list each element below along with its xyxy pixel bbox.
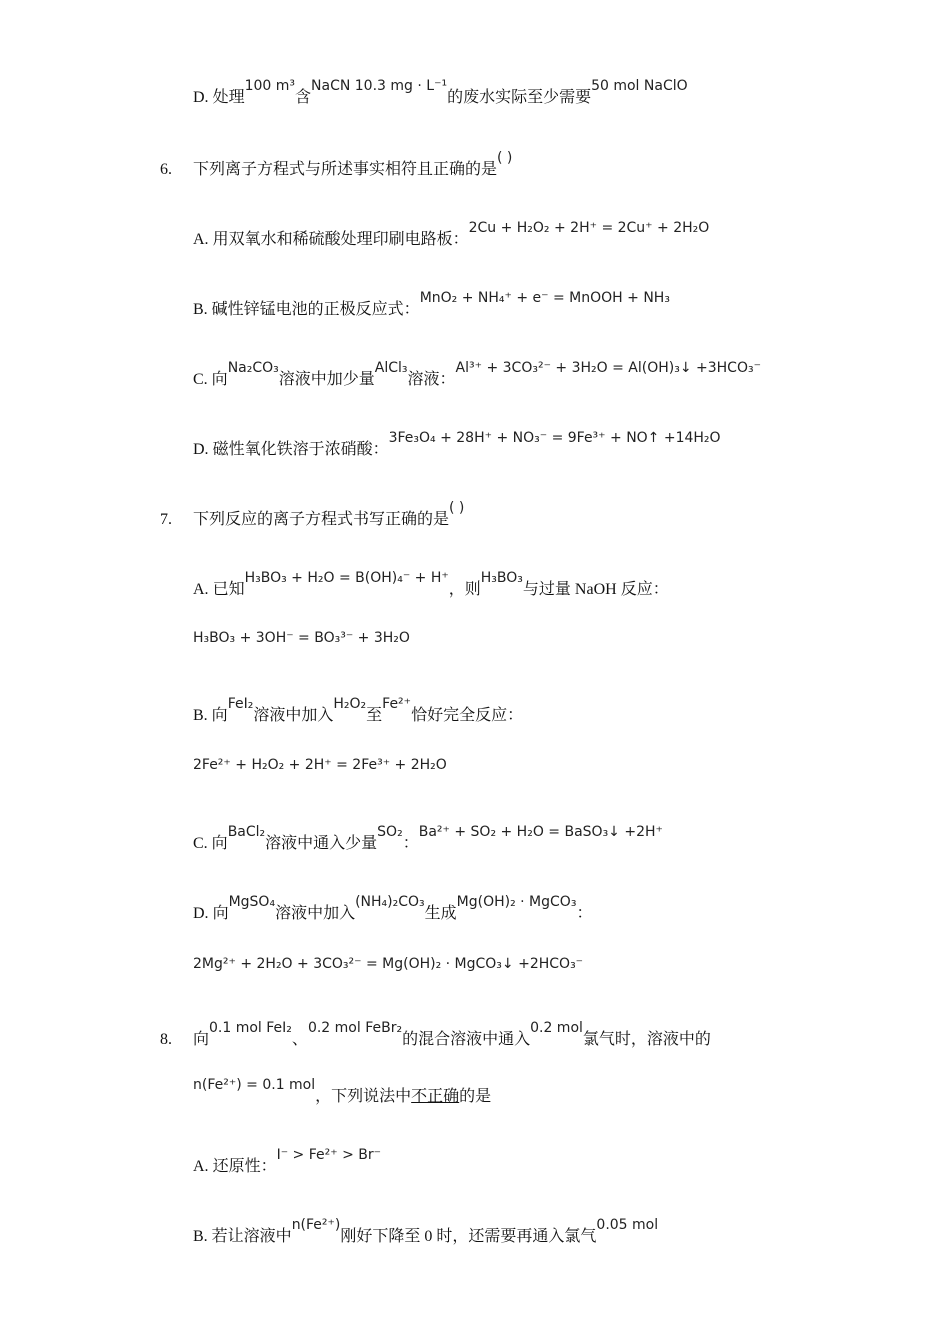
- q6-option-a: [193, 220, 710, 250]
- formula: H₃BO₃ + 3OH⁻ = BO₃³⁻ + 3H₂O: [193, 630, 410, 646]
- formula: MgSO₄: [228, 894, 276, 910]
- answer-paren: ( ): [449, 500, 465, 516]
- q7-option-c: [193, 824, 663, 854]
- option-text: 还原性：: [212, 1158, 277, 1175]
- question-stem: [193, 1020, 711, 1050]
- option-text: 已知: [212, 581, 245, 598]
- option-text: 磁性氧化铁溶于浓硝酸：: [212, 441, 389, 458]
- formula: SO₂: [377, 824, 403, 840]
- option-text: 溶液：: [407, 371, 456, 388]
- equation-line: [193, 954, 583, 974]
- stem-text: 、: [291, 1031, 308, 1048]
- option-text: 生成: [424, 905, 457, 922]
- option-label: B.: [193, 707, 208, 724]
- stem-text: 氯气时，溶液中的: [582, 1031, 711, 1048]
- q7-option-d: [193, 894, 593, 924]
- option-text: 向: [211, 371, 228, 388]
- option-text: 碱性锌锰电池的正极反应式：: [211, 301, 420, 318]
- option-label: B.: [193, 1228, 208, 1245]
- stem-text: ，下列说法中: [315, 1088, 412, 1105]
- option-text: 处理: [212, 89, 245, 106]
- option-label: A.: [193, 231, 209, 248]
- q6-option-b: [193, 290, 670, 320]
- formula: 0.2 mol FeBr₂: [307, 1020, 403, 1036]
- option-label: C.: [193, 371, 208, 388]
- option-text: 溶液中通入少量: [265, 835, 378, 852]
- q6-option-d: [193, 430, 721, 460]
- formula: BaCl₂: [227, 824, 266, 840]
- formula: H₃BO₃: [480, 570, 523, 586]
- option-label: A.: [193, 1158, 209, 1175]
- option-text: 向: [211, 835, 228, 852]
- option-text: 向: [211, 707, 228, 724]
- option-text: 至: [366, 707, 383, 724]
- option-label: D.: [193, 441, 209, 458]
- formula: Mg(OH)₂ · MgCO₃: [456, 894, 577, 910]
- q7-option-a: [193, 570, 669, 600]
- option-text: 向: [212, 905, 229, 922]
- formula: FeI₂: [227, 696, 254, 712]
- stem-text: 向: [193, 1031, 210, 1048]
- formula: Ba²⁺ + SO₂ + H₂O = BaSO₃↓ +2H⁺: [418, 824, 663, 840]
- q8-option-b: [193, 1217, 659, 1247]
- equation-line: [193, 628, 410, 648]
- formula: H₂O₂: [333, 696, 367, 712]
- option-label: B.: [193, 301, 208, 318]
- question-stem: [193, 500, 465, 530]
- stem-text: 下列离子方程式与所述事实相符且正确的是: [193, 161, 498, 178]
- option-text: 的废水实际至少需要: [447, 89, 592, 106]
- formula: 2Fe²⁺ + H₂O₂ + 2H⁺ = 2Fe³⁺ + 2H₂O: [193, 757, 447, 773]
- formula: 0.05 mol: [596, 1217, 659, 1233]
- option-text: 含: [295, 89, 312, 106]
- formula: 0.1 mol FeI₂: [209, 1020, 292, 1036]
- q6-option-c: [193, 360, 761, 390]
- option-label: D.: [193, 89, 209, 106]
- option-text: 若让溶液中: [211, 1228, 292, 1245]
- formula: Na₂CO₃: [227, 360, 279, 376]
- question-number: 6.: [160, 161, 172, 178]
- stem-text: 下列反应的离子方程式书写正确的是: [193, 511, 450, 528]
- formula: NaCN 10.3 mg · L⁻¹: [311, 78, 448, 94]
- formula: Fe²⁺: [382, 696, 412, 712]
- formula: Al³⁺ + 3CO₃²⁻ + 3H₂O = Al(OH)₃↓ +3HCO₃⁻: [455, 360, 761, 376]
- question-number: 8.: [160, 1031, 172, 1048]
- q8-option-a: [193, 1147, 382, 1177]
- q7-option-b: [193, 696, 524, 726]
- option-text: 溶液中加入: [275, 905, 356, 922]
- option-text: 用双氧水和稀硫酸处理印刷电路板：: [212, 231, 469, 248]
- formula: (NH₄)₂CO₃: [355, 894, 425, 910]
- option-text: 恰好完全反应：: [411, 707, 524, 724]
- option-label: C.: [193, 835, 208, 852]
- option-text: ，则: [448, 581, 481, 598]
- formula: H₃BO₃ + H₂O = B(OH)₄⁻ + H⁺: [244, 570, 449, 586]
- formula: AlCl₃: [374, 360, 408, 376]
- option-text: 与过量 NaOH 反应：: [522, 581, 669, 598]
- option-text: ：: [576, 905, 593, 922]
- formula: 3Fe₃O₄ + 28H⁺ + NO₃⁻ = 9Fe³⁺ + NO↑ +14H₂O: [388, 430, 721, 446]
- stem-text: 的是: [459, 1088, 492, 1105]
- formula: 50 mol NaClO: [591, 78, 688, 94]
- option-text: ：: [402, 835, 419, 852]
- formula: n(Fe²⁺) = 0.1 mol: [193, 1077, 316, 1093]
- option-text: 溶液中加少量: [278, 371, 375, 388]
- answer-paren: ( ): [497, 150, 513, 166]
- stem-text: 的混合溶液中通入: [402, 1031, 531, 1048]
- option-label: A.: [193, 581, 209, 598]
- question-number: 7.: [160, 511, 172, 528]
- question-stem: [193, 150, 513, 180]
- formula: MnO₂ + NH₄⁺ + e⁻ = MnOOH + NH₃: [419, 290, 670, 306]
- formula: 100 m³: [244, 78, 295, 94]
- formula: n(Fe²⁺): [291, 1217, 341, 1233]
- formula: 2Cu + H₂O₂ + 2H⁺ = 2Cu⁺ + 2H₂O: [468, 220, 710, 236]
- equation-line: [193, 755, 447, 775]
- formula: 0.2 mol: [530, 1020, 583, 1036]
- formula: 2Mg²⁺ + 2H₂O + 3CO₃²⁻ = Mg(OH)₂ · MgCO₃↓ +2HCO₃⁻: [193, 956, 584, 972]
- option-label: D.: [193, 905, 209, 922]
- q5-option-d: [193, 78, 688, 108]
- emphasis-text: 不正确: [411, 1088, 460, 1105]
- option-text: 溶液中加入: [253, 707, 334, 724]
- option-text: 刚好下降至 0 时，还需要再通入氯气: [340, 1228, 597, 1245]
- formula: I⁻ > Fe²⁺ > Br⁻: [276, 1147, 382, 1163]
- question-stem-line2: [193, 1077, 492, 1107]
